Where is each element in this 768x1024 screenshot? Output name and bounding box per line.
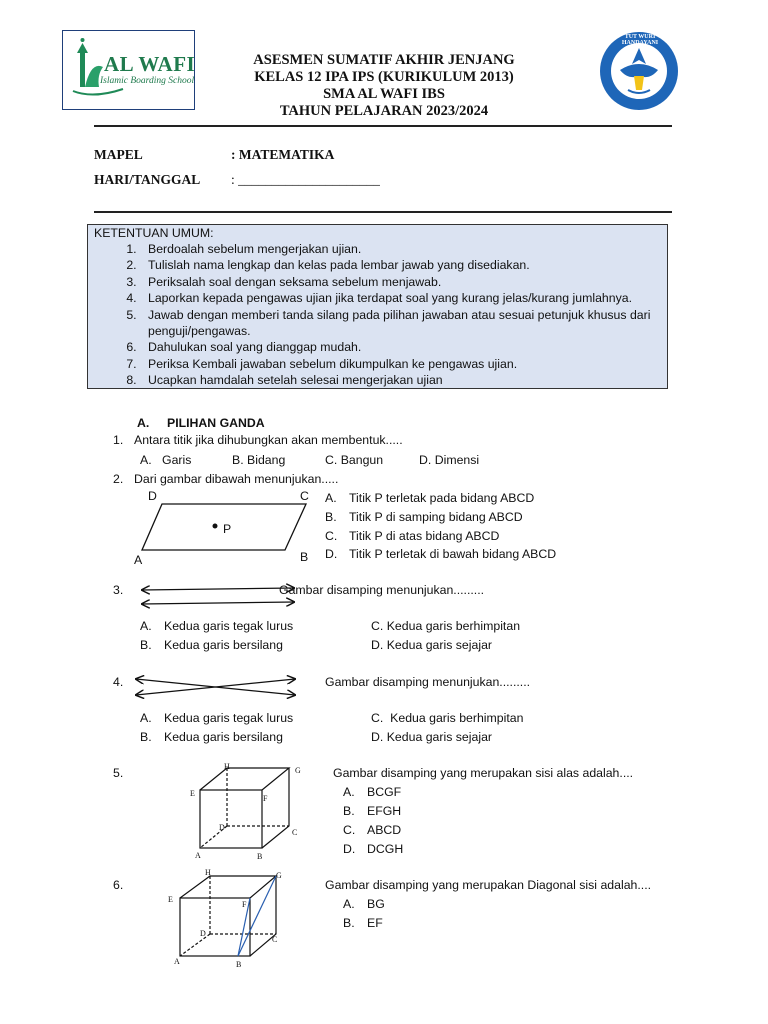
info-divider [94,211,672,213]
q5-opt-d-letter[interactable]: D. [343,842,356,856]
rule-item: 8. Ucapkan hamdalah setelah selesai mengerjakan ujian [140,372,660,388]
q5-opt-b[interactable]: EFGH [367,804,402,818]
cube2-label-g: G [276,871,282,880]
q2-opt-d[interactable]: Titik P terletak di bawah bidang ABCD [349,547,557,561]
crossing-lines-diagram [131,673,301,701]
section-letter: A. [137,416,150,430]
plane-label-d: D [148,489,157,503]
emblem-text: TUT WURI HANDAYANI [621,34,659,46]
q2-opt-b[interactable]: Titik P di samping bidang ABCD [349,510,523,524]
header-line-2: KELAS 12 IPA IPS (KURIKULUM 2013) [254,69,514,85]
exam-header [200,52,568,120]
q4-number: 4. [113,675,124,689]
q5-opt-c-letter[interactable]: C. [343,823,356,837]
plane-label-p: P [223,522,232,536]
q4-opt-d[interactable]: D. Kedua garis sejajar [371,730,493,744]
logo-text: AL WAFI [104,52,196,76]
cube1-label-c: C [292,828,298,837]
q5-number: 5. [113,766,124,780]
diagonal-line [238,876,276,956]
cube1-label-g: G [295,766,301,775]
q3-opt-c[interactable]: C. Kedua garis berhimpitan [371,619,521,633]
cube-diagram-2 [170,870,285,965]
plane-label-c: C [300,489,309,503]
rules-box [87,224,668,389]
cube2-label-f: F [242,900,247,909]
logo-subtext: Islamic Boarding School [100,76,195,86]
cube1-label-d: D [219,823,225,832]
header-line-4: TAHUN PELAJARAN 2023/2024 [279,103,489,119]
q1-text: Antara titik jika dihubungkan akan membentuk..... [134,433,403,447]
cube-diagram-1 [185,760,310,865]
q4-opt-b-letter[interactable]: B. [140,730,152,744]
q6-opt-b[interactable]: EF [367,916,383,930]
mapel-label: MAPEL [94,147,143,162]
q2-opt-b-letter[interactable]: B. [325,510,337,524]
cube2-label-c: C [272,935,278,944]
rule-item: 5. Jawab dengan memberi tanda silang pada pilihan jawaban atau sesuai petunjuk khusus dari penguji/pengawas. [140,307,660,340]
q4-opt-b[interactable]: Kedua garis bersilang [164,730,283,744]
rule-item: 4. Laporkan kepada pengawas ujian jika terdapat soal yang kurang jelas/kurang jumlahnya. [140,290,660,306]
q2-text: Dari gambar dibawah menunjukan..... [134,472,339,486]
mapel-value: : MATEMATIKA [231,147,335,162]
rule-item: 3. Periksalah soal dengan seksama sebelum menjawab. [140,274,660,290]
q1-number: 1. [113,433,124,447]
q2-opt-d-letter[interactable]: D. [325,547,338,561]
point-p [213,524,218,529]
cube1-label-f: F [263,794,268,803]
line-2 [142,602,294,604]
parallel-lines-diagram [138,580,298,612]
cube2-label-h: H [205,868,211,877]
cube2-label-d: D [200,929,206,938]
q6-opt-b-letter[interactable]: B. [343,916,355,930]
q2-opt-a-letter[interactable]: A. [325,491,337,505]
cube2-label-e: E [168,895,173,904]
cube1-label-a: A [195,851,201,860]
q3-number: 3. [113,583,124,597]
tanggal-label: HARI/TANGGAL [94,172,201,187]
q6-number: 6. [113,878,124,892]
q1-opt-d[interactable]: D. Dimensi [419,453,480,467]
q1-opt-b[interactable]: B. Bidang [232,453,286,467]
q4-text: Gambar disamping menunjukan......... [325,675,531,689]
rule-item: 6. Dahulukan soal yang dianggap mudah. [140,339,660,355]
q2-opt-a[interactable]: Titik P terletak pada bidang ABCD [349,491,535,505]
q1-opt-c[interactable]: C. Bangun [325,453,384,467]
header-line-1: ASESMEN SUMATIF AKHIR JENJANG [253,52,515,68]
q1-opt-a-letter[interactable]: A. [140,453,152,467]
rules-title: KETENTUAN UMUM: [94,226,214,240]
rule-item: 2. Tulislah nama lengkap dan kelas pada lembar jawab yang disediakan. [140,257,660,273]
cube1-label-h: H [224,762,230,771]
cube1-label-b: B [257,852,263,861]
q1-opt-a[interactable]: Garis [162,453,192,467]
q3-opt-a-letter[interactable]: A. [140,619,152,633]
rule-item: 1. Berdoalah sebelum mengerjakan ujian. [140,241,660,257]
rule-item: 7. Periksa Kembali jawaban sebelum dikumpulkan ke pengawas ujian. [140,356,660,372]
q5-opt-c[interactable]: ABCD [367,823,402,837]
header-line-3: SMA AL WAFI IBS [323,86,445,102]
plane-label-b: B [300,550,309,564]
section-title: PILIHAN GANDA [167,416,265,430]
q4-opt-a-letter[interactable]: A. [140,711,152,725]
cube2-label-a: A [174,957,180,966]
line-1 [142,588,294,590]
q2-number: 2. [113,472,124,486]
cube1-label-e: E [190,789,195,798]
rules-list [88,241,660,389]
q6-opt-a[interactable]: BG [367,897,385,911]
header-divider [94,125,672,127]
q5-opt-b-letter[interactable]: B. [343,804,355,818]
cube2-label-b: B [236,960,242,969]
q3-opt-d[interactable]: D. Kedua garis sejajar [371,638,493,652]
q2-opt-c[interactable]: Titik P di atas bidang ABCD [349,529,500,543]
q3-opt-a[interactable]: Kedua garis tegak lurus [164,619,294,633]
q4-opt-a[interactable]: Kedua garis tegak lurus [164,711,294,725]
q3-opt-b[interactable]: Kedua garis bersilang [164,638,283,652]
q5-opt-a[interactable]: BCGF [367,785,402,799]
q2-opt-c-letter[interactable]: C. [325,529,338,543]
q5-text: Gambar disamping yang merupakan sisi alas adalah.... [333,766,634,780]
q5-opt-a-letter[interactable]: A. [343,785,355,799]
q6-text: Gambar disamping yang merupakan Diagonal sisi adalah.... [325,878,652,892]
q4-opt-c[interactable]: C. Kedua garis berhimpitan [371,711,524,725]
q3-text: Gambar disamping menunjukan......... [279,583,485,597]
plane-label-a: A [134,553,143,567]
q5-opt-d[interactable]: DCGH [367,842,404,856]
q3-opt-b-letter[interactable]: B. [140,638,152,652]
tanggal-value: : _____________________ [231,172,380,187]
q6-opt-a-letter[interactable]: A. [343,897,355,911]
